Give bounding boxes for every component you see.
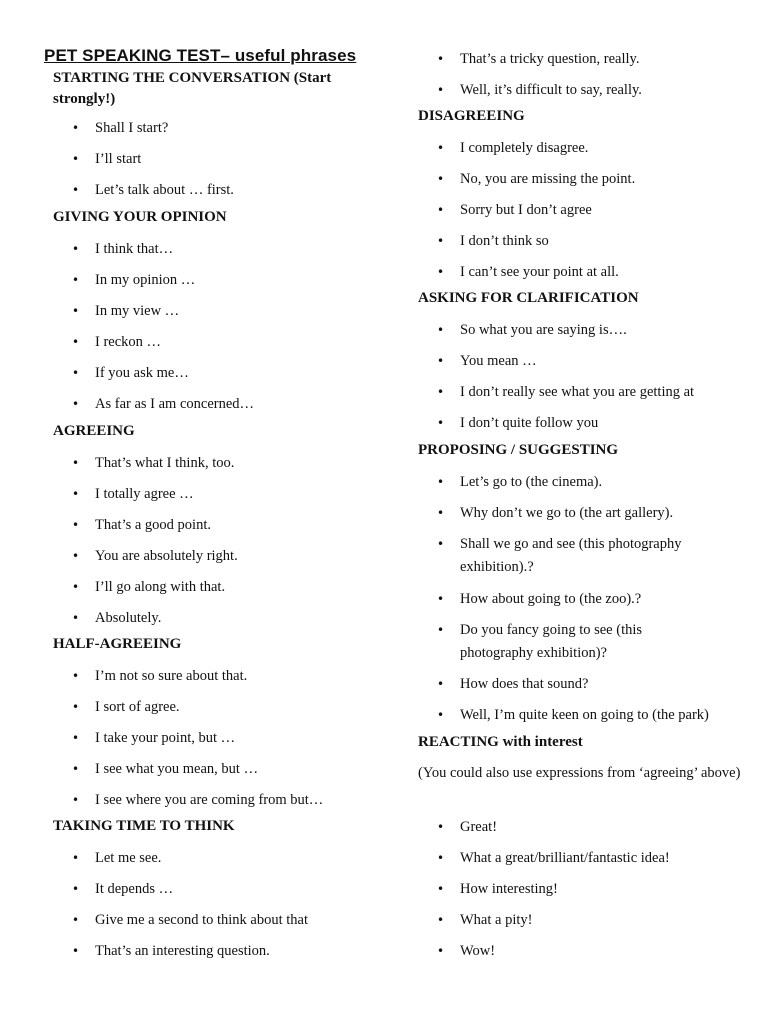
phrase-item: I’ll go along with that.: [95, 579, 226, 595]
phrase-item: No, you are missing the point.: [460, 171, 636, 187]
section-heading-disagreeing: DISAGREEING: [418, 108, 525, 124]
bullet-icon: •: [72, 152, 80, 166]
page-title: PET SPEAKING TEST– useful phrases: [44, 46, 357, 65]
phrase-item: I reckon …: [95, 334, 162, 350]
bullet-icon: •: [437, 708, 445, 722]
phrase-item: I’ll start: [95, 151, 142, 167]
bullet-icon: •: [437, 882, 445, 896]
bullet-icon: •: [72, 183, 80, 197]
bullet-icon: •: [72, 731, 80, 745]
bullet-icon: •: [437, 203, 445, 217]
bullet-icon: •: [437, 234, 445, 248]
phrase-item: So what you are saying is….: [460, 322, 627, 338]
bullet-icon: •: [437, 677, 445, 691]
section-heading-giving-your-opinion: GIVING YOUR OPINION: [53, 209, 227, 225]
bullet-icon: •: [72, 397, 80, 411]
phrase-item: Well, it’s difficult to say, really.: [460, 82, 642, 98]
bullet-icon: •: [72, 487, 80, 501]
bullet-icon: •: [437, 265, 445, 279]
phrase-item: Sorry but I don’t agree: [460, 202, 592, 218]
bullet-icon: •: [437, 944, 445, 958]
bullet-icon: •: [437, 820, 445, 834]
section-heading-starting-the-conversation-start-strongly: STARTING THE CONVERSATION (Start strongly!): [53, 70, 332, 107]
phrase-item: Shall I start?: [95, 120, 169, 136]
phrase-item: Absolutely.: [95, 610, 162, 626]
section-note: (You could also use expressions from ‘agreeing’ above): [418, 765, 741, 781]
bullet-icon: •: [437, 623, 445, 637]
phrase-item: How about going to (the zoo).?: [460, 591, 642, 607]
phrase-item: Great!: [460, 819, 498, 835]
bullet-icon: •: [72, 700, 80, 714]
phrase-item: I don’t really see what you are getting at: [460, 384, 695, 400]
phrase-item: Let’s talk about … first.: [95, 182, 234, 198]
phrase-item: I’m not so sure about that.: [95, 668, 248, 684]
phrase-item: Well, I’m quite keen on going to (the park): [460, 707, 709, 723]
phrase-item: As far as I am concerned…: [95, 396, 255, 412]
bullet-icon: •: [72, 273, 80, 287]
section-heading-half-agreeing: HALF-AGREEING: [53, 636, 182, 652]
phrase-item: I think that…: [95, 241, 174, 257]
phrase-item: If you ask me…: [95, 365, 189, 381]
phrase-item: In my view …: [95, 303, 180, 319]
bullet-icon: •: [437, 592, 445, 606]
phrase-item: Give me a second to think about that: [95, 912, 309, 928]
section-heading-agreeing: AGREEING: [53, 423, 135, 439]
bullet-icon: •: [437, 851, 445, 865]
phrase-item: Do you fancy going to see (this photography exhibition)?: [460, 622, 643, 661]
bullet-icon: •: [72, 366, 80, 380]
phrase-item: How interesting!: [460, 881, 558, 897]
bullet-icon: •: [437, 323, 445, 337]
phrase-item: I don’t think so: [460, 233, 549, 249]
bullet-icon: •: [72, 456, 80, 470]
bullet-icon: •: [72, 944, 80, 958]
phrase-item: I sort of agree.: [95, 699, 180, 715]
bullet-icon: •: [72, 611, 80, 625]
bullet-icon: •: [437, 141, 445, 155]
bullet-icon: •: [72, 549, 80, 563]
phrase-item: In my opinion …: [95, 272, 196, 288]
phrase-item: It depends …: [95, 881, 174, 897]
phrase-item: Let me see.: [95, 850, 162, 866]
phrase-item: That’s an interesting question.: [95, 943, 270, 959]
phrase-item: Wow!: [460, 943, 496, 959]
phrase-item: You are absolutely right.: [95, 548, 238, 564]
phrase-item: I completely disagree.: [460, 140, 589, 156]
bullet-icon: •: [72, 121, 80, 135]
section-heading-proposing-suggesting: PROPOSING / SUGGESTING: [418, 442, 619, 458]
bullet-icon: •: [437, 537, 445, 551]
phrase-item: You mean …: [460, 353, 537, 369]
bullet-icon: •: [72, 851, 80, 865]
phrase-item: I totally agree …: [95, 486, 194, 502]
phrase-item: Shall we go and see (this photography exhibition).?: [460, 536, 682, 575]
phrase-item: That’s a tricky question, really.: [460, 51, 640, 67]
phrase-item: That’s what I think, too.: [95, 455, 235, 471]
phrase-item: That’s a good point.: [95, 517, 211, 533]
bullet-icon: •: [72, 518, 80, 532]
bullet-icon: •: [72, 793, 80, 807]
phrase-item: Let’s go to (the cinema).: [460, 474, 603, 490]
bullet-icon: •: [437, 506, 445, 520]
bullet-icon: •: [72, 669, 80, 683]
phrase-item: I don’t quite follow you: [460, 415, 599, 431]
bullet-icon: •: [437, 385, 445, 399]
phrase-item: I can’t see your point at all.: [460, 264, 619, 280]
phrase-item: I take your point, but …: [95, 730, 236, 746]
phrase-item: I see where you are coming from but…: [95, 792, 324, 808]
section-heading-asking-for-clarification: ASKING FOR CLARIFICATION: [418, 290, 639, 306]
bullet-icon: •: [437, 354, 445, 368]
bullet-icon: •: [72, 882, 80, 896]
phrase-item: I see what you mean, but …: [95, 761, 259, 777]
bullet-icon: •: [72, 580, 80, 594]
section-heading-reacting-with-interest: REACTING with interest: [418, 734, 583, 750]
phrase-item: Why don’t we go to (the art gallery).: [460, 505, 674, 521]
section-heading-taking-time-to-think: TAKING TIME TO THINK: [53, 818, 235, 834]
bullet-icon: •: [72, 913, 80, 927]
bullet-icon: •: [437, 172, 445, 186]
phrase-item: What a pity!: [460, 912, 533, 928]
phrase-item: What a great/brilliant/fantastic idea!: [460, 850, 670, 866]
bullet-icon: •: [437, 913, 445, 927]
bullet-icon: •: [437, 52, 445, 66]
bullet-icon: •: [72, 304, 80, 318]
bullet-icon: •: [72, 242, 80, 256]
bullet-icon: •: [72, 335, 80, 349]
bullet-icon: •: [72, 762, 80, 776]
bullet-icon: •: [437, 83, 445, 97]
bullet-icon: •: [437, 475, 445, 489]
bullet-icon: •: [437, 416, 445, 430]
phrase-item: How does that sound?: [460, 676, 589, 692]
